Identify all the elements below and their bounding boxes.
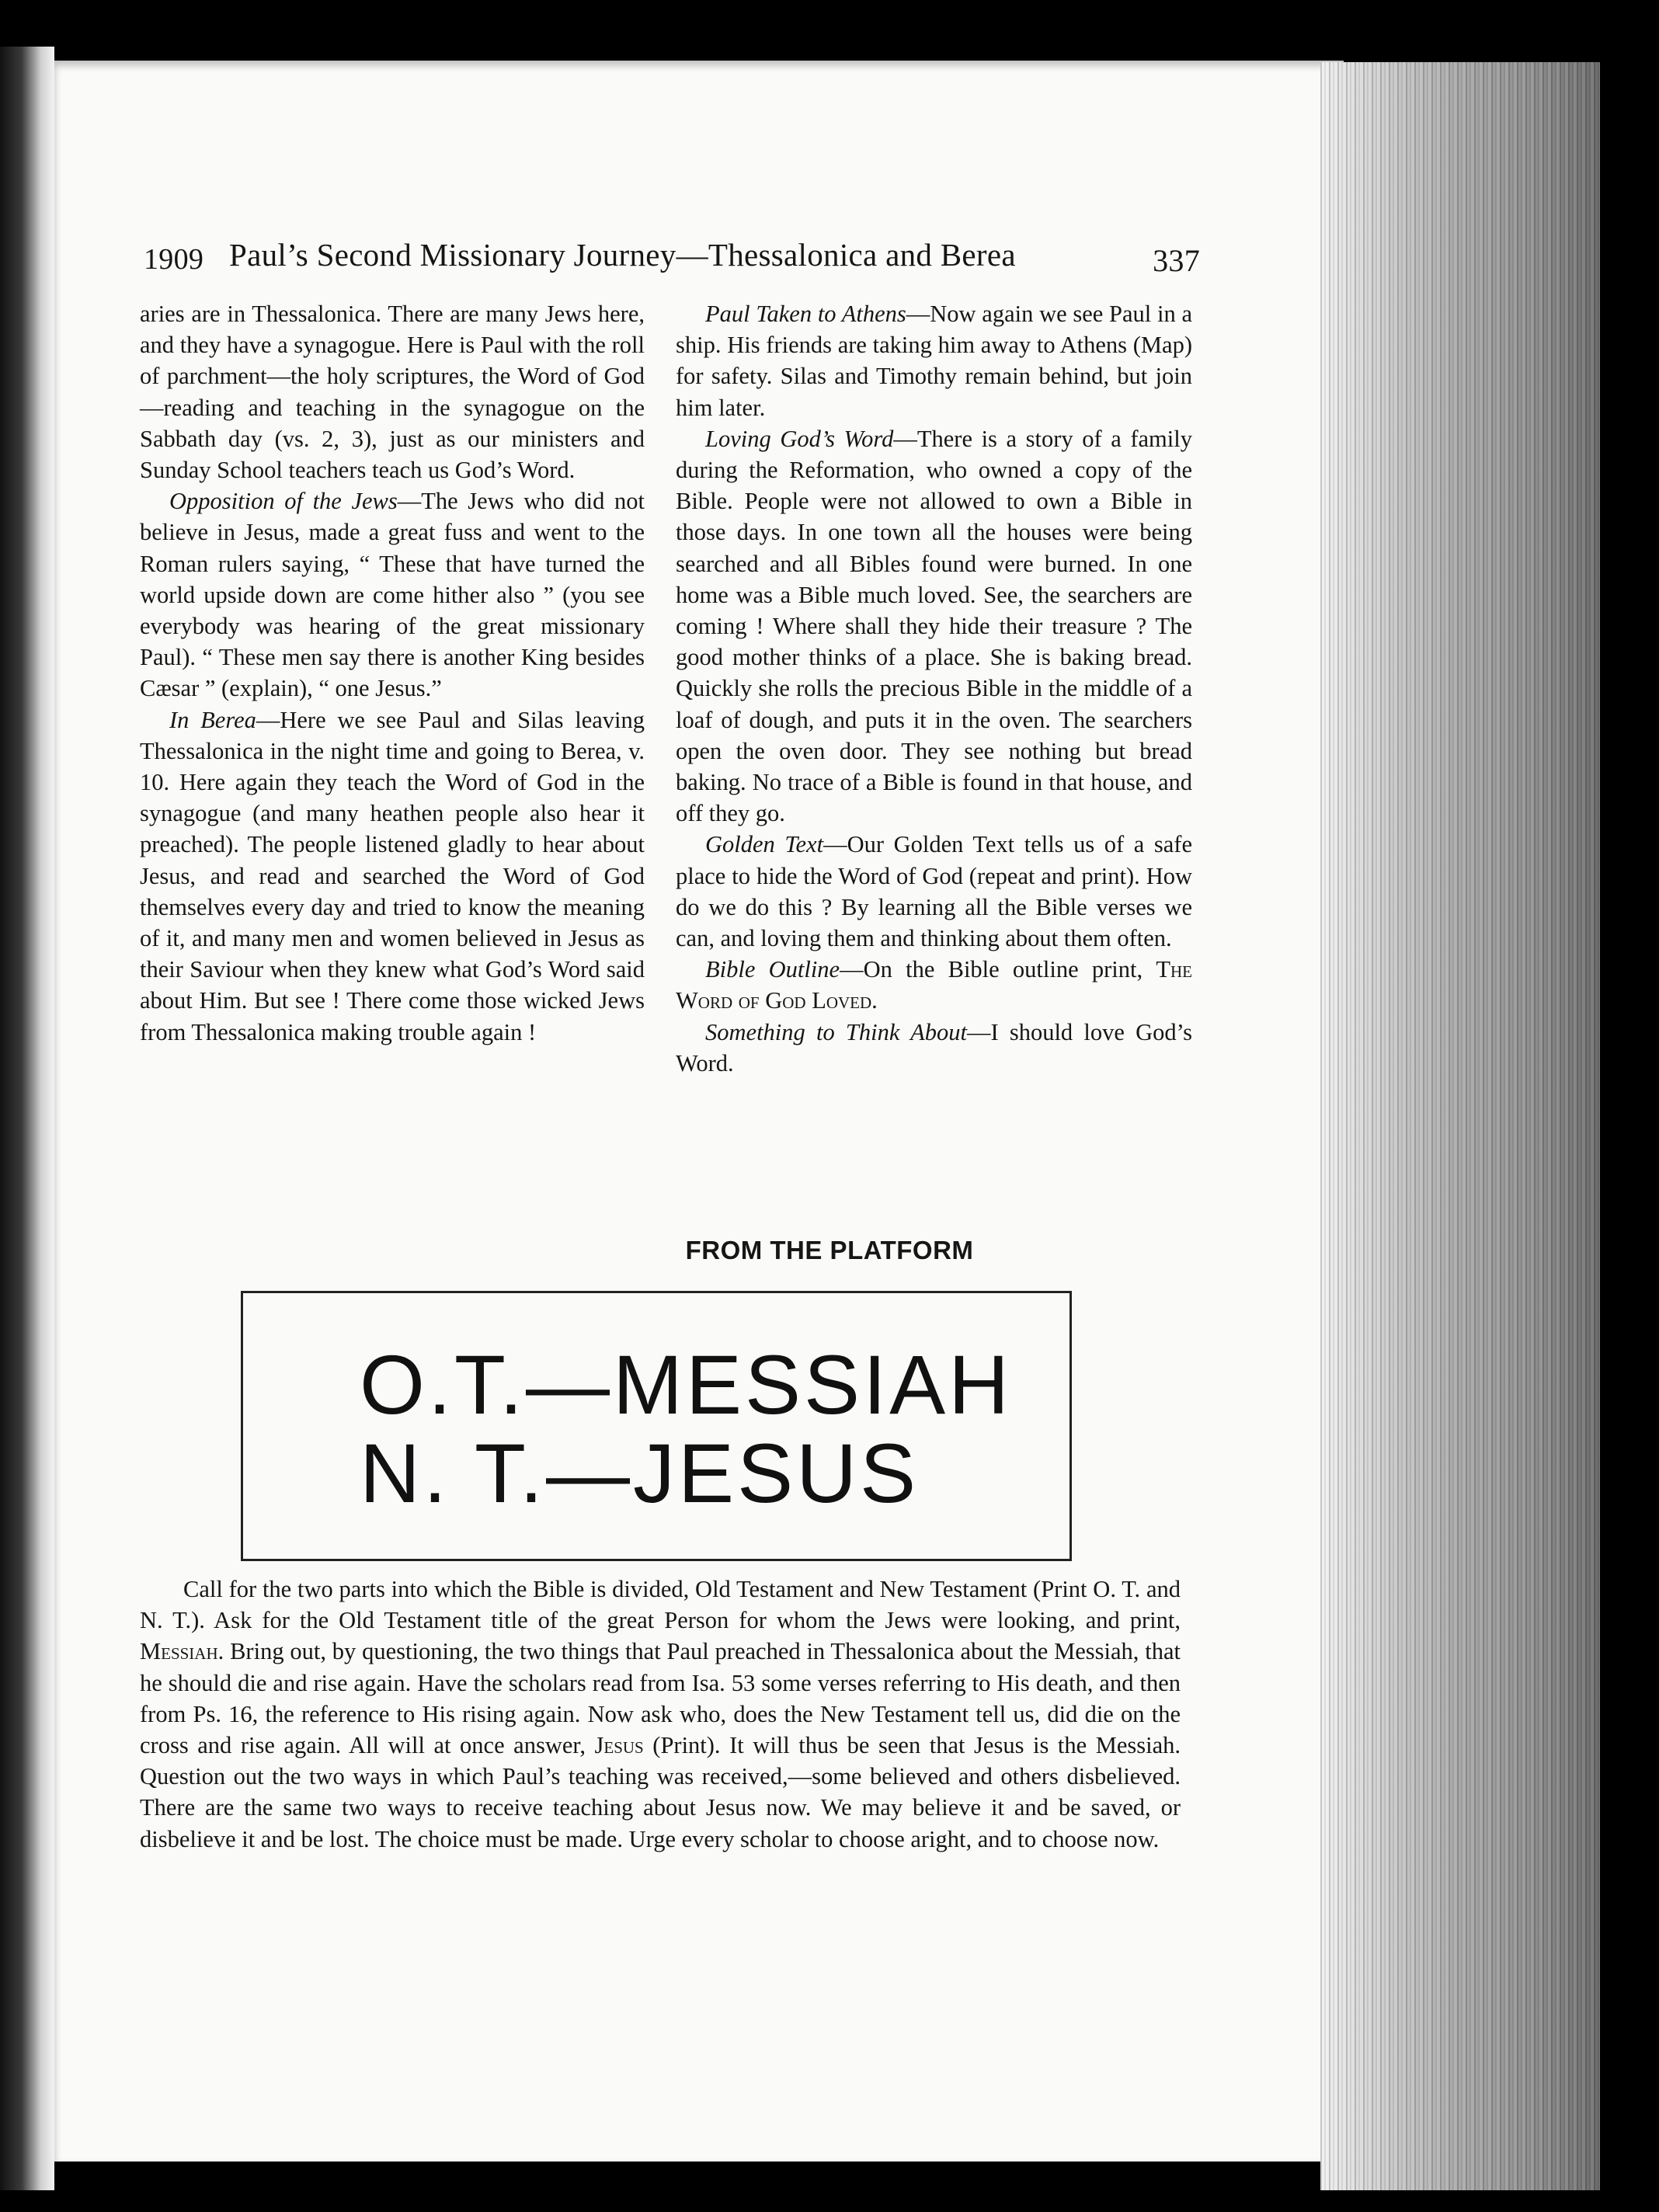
platform-box [241,1291,1072,1561]
header-year: 1909 [144,243,204,276]
platform-line-1: O.T.—MESSIAH [360,1337,1013,1431]
page-number: 337 [1153,243,1200,278]
paragraph-heading: Paul Taken to Athens [705,301,906,327]
platform-heading: FROM THE PLATFORM [685,1236,974,1264]
paragraph-body: —Now again we see Paul in a ship. His friends are taking him away to Athens (Map) for safety. Silas and Timothy remain behind, but join him later. [676,301,1193,421]
paragraph-heading: Bible Outline [705,956,840,983]
paragraph-heading: Opposition of the Jews [169,488,398,515]
text-run: Bring out, by questioning, the two things that Paul preached in Thessalonica about the Messiah, that he should die and rise again. Have the scholars read from Isa. 53 some verses referring to His death, and then from Ps. 16, the reference to His rising again. Now ask who, does the New Testament tell us, did die on the cross and rise again. All will at once answer, [140,1638,1181,1759]
paragraph [676,423,1192,830]
paragraph [140,704,645,1048]
text-run: (Print). It will thus be seen that Jesus is the Messiah. Question out the two ways in which Paul’s teaching was received,—some believed and others disbelieved. There are the same two ways to receive teaching about Jesus now. We may believe it and be saved, or disbelieve it and be lost. The choice must be made. Urge every scholar to choose aright, and to choose now. [140,1732,1181,1852]
paragraph [676,298,1192,423]
text-run: Call for the two parts into which the Bible is divided, Old Testament and New Testament (Print O. T. and N. T.). Ask for the Old Testament title of the great Person for whom the Jews were looking, and print, [140,1576,1181,1634]
paragraph [140,1574,1181,1855]
caps-word: Jesus [594,1732,644,1759]
left-column [140,298,645,1048]
paragraph [140,485,645,704]
right-column [676,298,1192,1079]
paragraph [676,954,1192,1016]
paragraph-body: —There is a story of a family during the Reformation, who owned a copy of the Bible. People were not allowed to own a Bible in those days. In one town all the houses were being searched and all Bibles found were burned. In one home was a Bible much loved. See, the searchers are coming ! Where shall they hide their treasure ? The good mother thinks of a place. She is baking bread. Quickly she rolls the precious Bible in the middle of a loaf of dough, and puts it in the oven. The searchers open the oven door. They see nothing but bread baking. No trace of a Bible is found in that house, and off they go. [676,425,1192,827]
outline-caps: The Word of God Loved. [676,956,1192,1014]
paragraph-heading: In Berea [169,706,256,733]
book-left-edge [0,47,54,2190]
paragraph-heading: Loving God’s Word [705,425,894,452]
paragraph-body: —I should love God’s Word. [676,1018,1192,1076]
paragraph-body: —Our Golden Text tells us of a safe place to hide the Word of God (repeat and print). How do we do this ? By learning all the Bible verses we can, and loving them and thinking about them often. [676,831,1192,952]
paragraph-heading: Golden Text [705,831,824,858]
paragraph-body: —On the Bible outline print, [840,956,1156,983]
paragraph-heading: Something to Think About [705,1018,967,1045]
header-title: Paul’s Second Missionary Journey—Thessalonica and Berea [229,237,1016,273]
paragraph: aries are in Thessalonica. There are many Jews here, and they have a synagogue. Here is Paul with the roll of parchment—the holy scriptures, the Word of God—reading and teaching in the synagogue on the Sabbath day (vs. 2, 3), just as our ministers and Sunday School teachers teach us God’s Word. [140,301,645,484]
running-header [144,233,1200,280]
paragraph-body: —The Jews who did not believe in Jesus, made a great fuss and went to the Roman rulers saying, “ These that have turned the world upside down are come hither also ” (you see everybody was hearing of the great missionary Paul). “ These men say there is another King besides Cæsar ” (explain), “ one Jesus.” [140,488,645,702]
book-fore-edge [1320,62,1600,2190]
paragraph-body: —Here we see Paul and Silas leaving Thessalonica in the night time and going to Berea, v. 10. Here again they teach the Word of God in the synagogue (and many heathen people also hear it preached). The people listened gladly to hear about Jesus, and read and searched the Word of God themselves every day and tried to know the meaning of it, and many men and women believed in Jesus as their Saviour when they knew what God’s Word said about Him. But see ! There come those wicked Jews from Thessalonica making trouble again ! [140,706,645,1045]
platform-line-2: N. T.—JESUS [360,1426,920,1520]
paragraph [676,829,1192,954]
paragraph [676,1017,1192,1079]
caps-word: Messiah. [140,1638,224,1665]
closing-paragraph [140,1574,1181,1855]
